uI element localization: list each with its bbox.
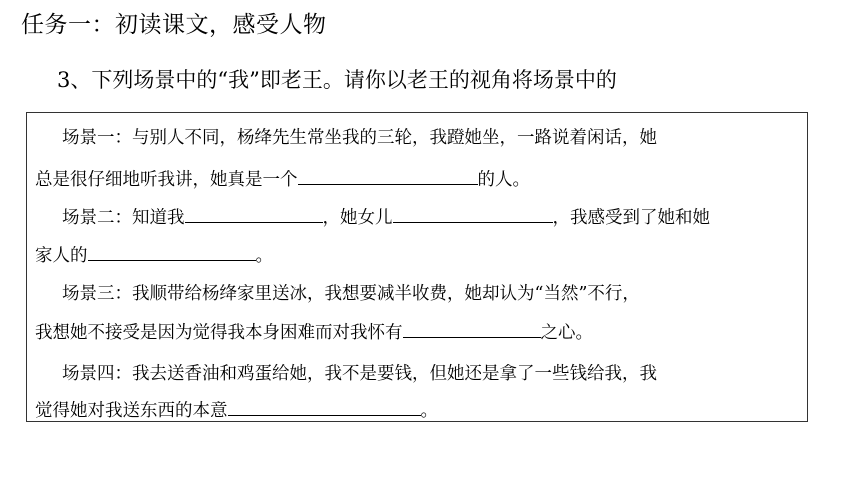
- scene-3-line-1: 场景三：我顺带给杨绛家里送冰，我想要减半收费，她却认为“当然”不行，: [62, 284, 640, 304]
- scene-4-line-2: [35, 396, 438, 426]
- scene-2-line-1: [62, 203, 710, 233]
- scene-2-line-2: [35, 241, 273, 271]
- scene-4-text-a: 觉得她对我送东西的本意: [35, 401, 228, 421]
- scene-1-line-1: 场景一：与别人不同，杨绛先生常坐我的三轮，我蹬她坐，一路说着闲话，她: [62, 128, 657, 148]
- fill-blank-4[interactable]: [88, 241, 256, 261]
- scene-3-text-a: 我想她不接受是因为觉得我本身困难而对我怀有: [35, 323, 403, 343]
- fill-blank-5[interactable]: [403, 318, 541, 338]
- fill-blank-3[interactable]: [393, 203, 553, 223]
- scene-2-text-b: ，她女儿: [322, 208, 393, 228]
- scene-2-text-e: 。: [255, 246, 273, 266]
- scene-4-line-1: 场景四：我去送香油和鸡蛋给她，我不是要钱，但她还是拿了一些钱给我，我: [62, 364, 657, 384]
- scene-1-text-b: 的人。: [477, 170, 530, 190]
- fill-blank-6[interactable]: [228, 396, 421, 416]
- fill-blank-1[interactable]: [298, 165, 478, 185]
- scene-box: [26, 112, 808, 422]
- scene-1-text-a: 总是很仔细地听我讲，她真是一个: [35, 170, 298, 190]
- fill-blank-2[interactable]: [185, 203, 323, 223]
- scene-3-line-2: [35, 318, 593, 348]
- scene-4-text-b: 。: [420, 401, 438, 421]
- scene-2-text-c: ，我感受到了她和她: [552, 208, 710, 228]
- scene-2-text-a: 场景二：知道我: [62, 208, 185, 228]
- scene-2-text-d: 家人的: [35, 246, 88, 266]
- scene-3-text-b: 之心。: [540, 323, 593, 343]
- task-title: 任务一：初读课文，感受人物: [21, 12, 327, 38]
- scene-1-line-2: [35, 165, 530, 195]
- question-instruction: 3、下列场景中的“我”即老王。请你以老王的视角将场景中的: [57, 68, 617, 92]
